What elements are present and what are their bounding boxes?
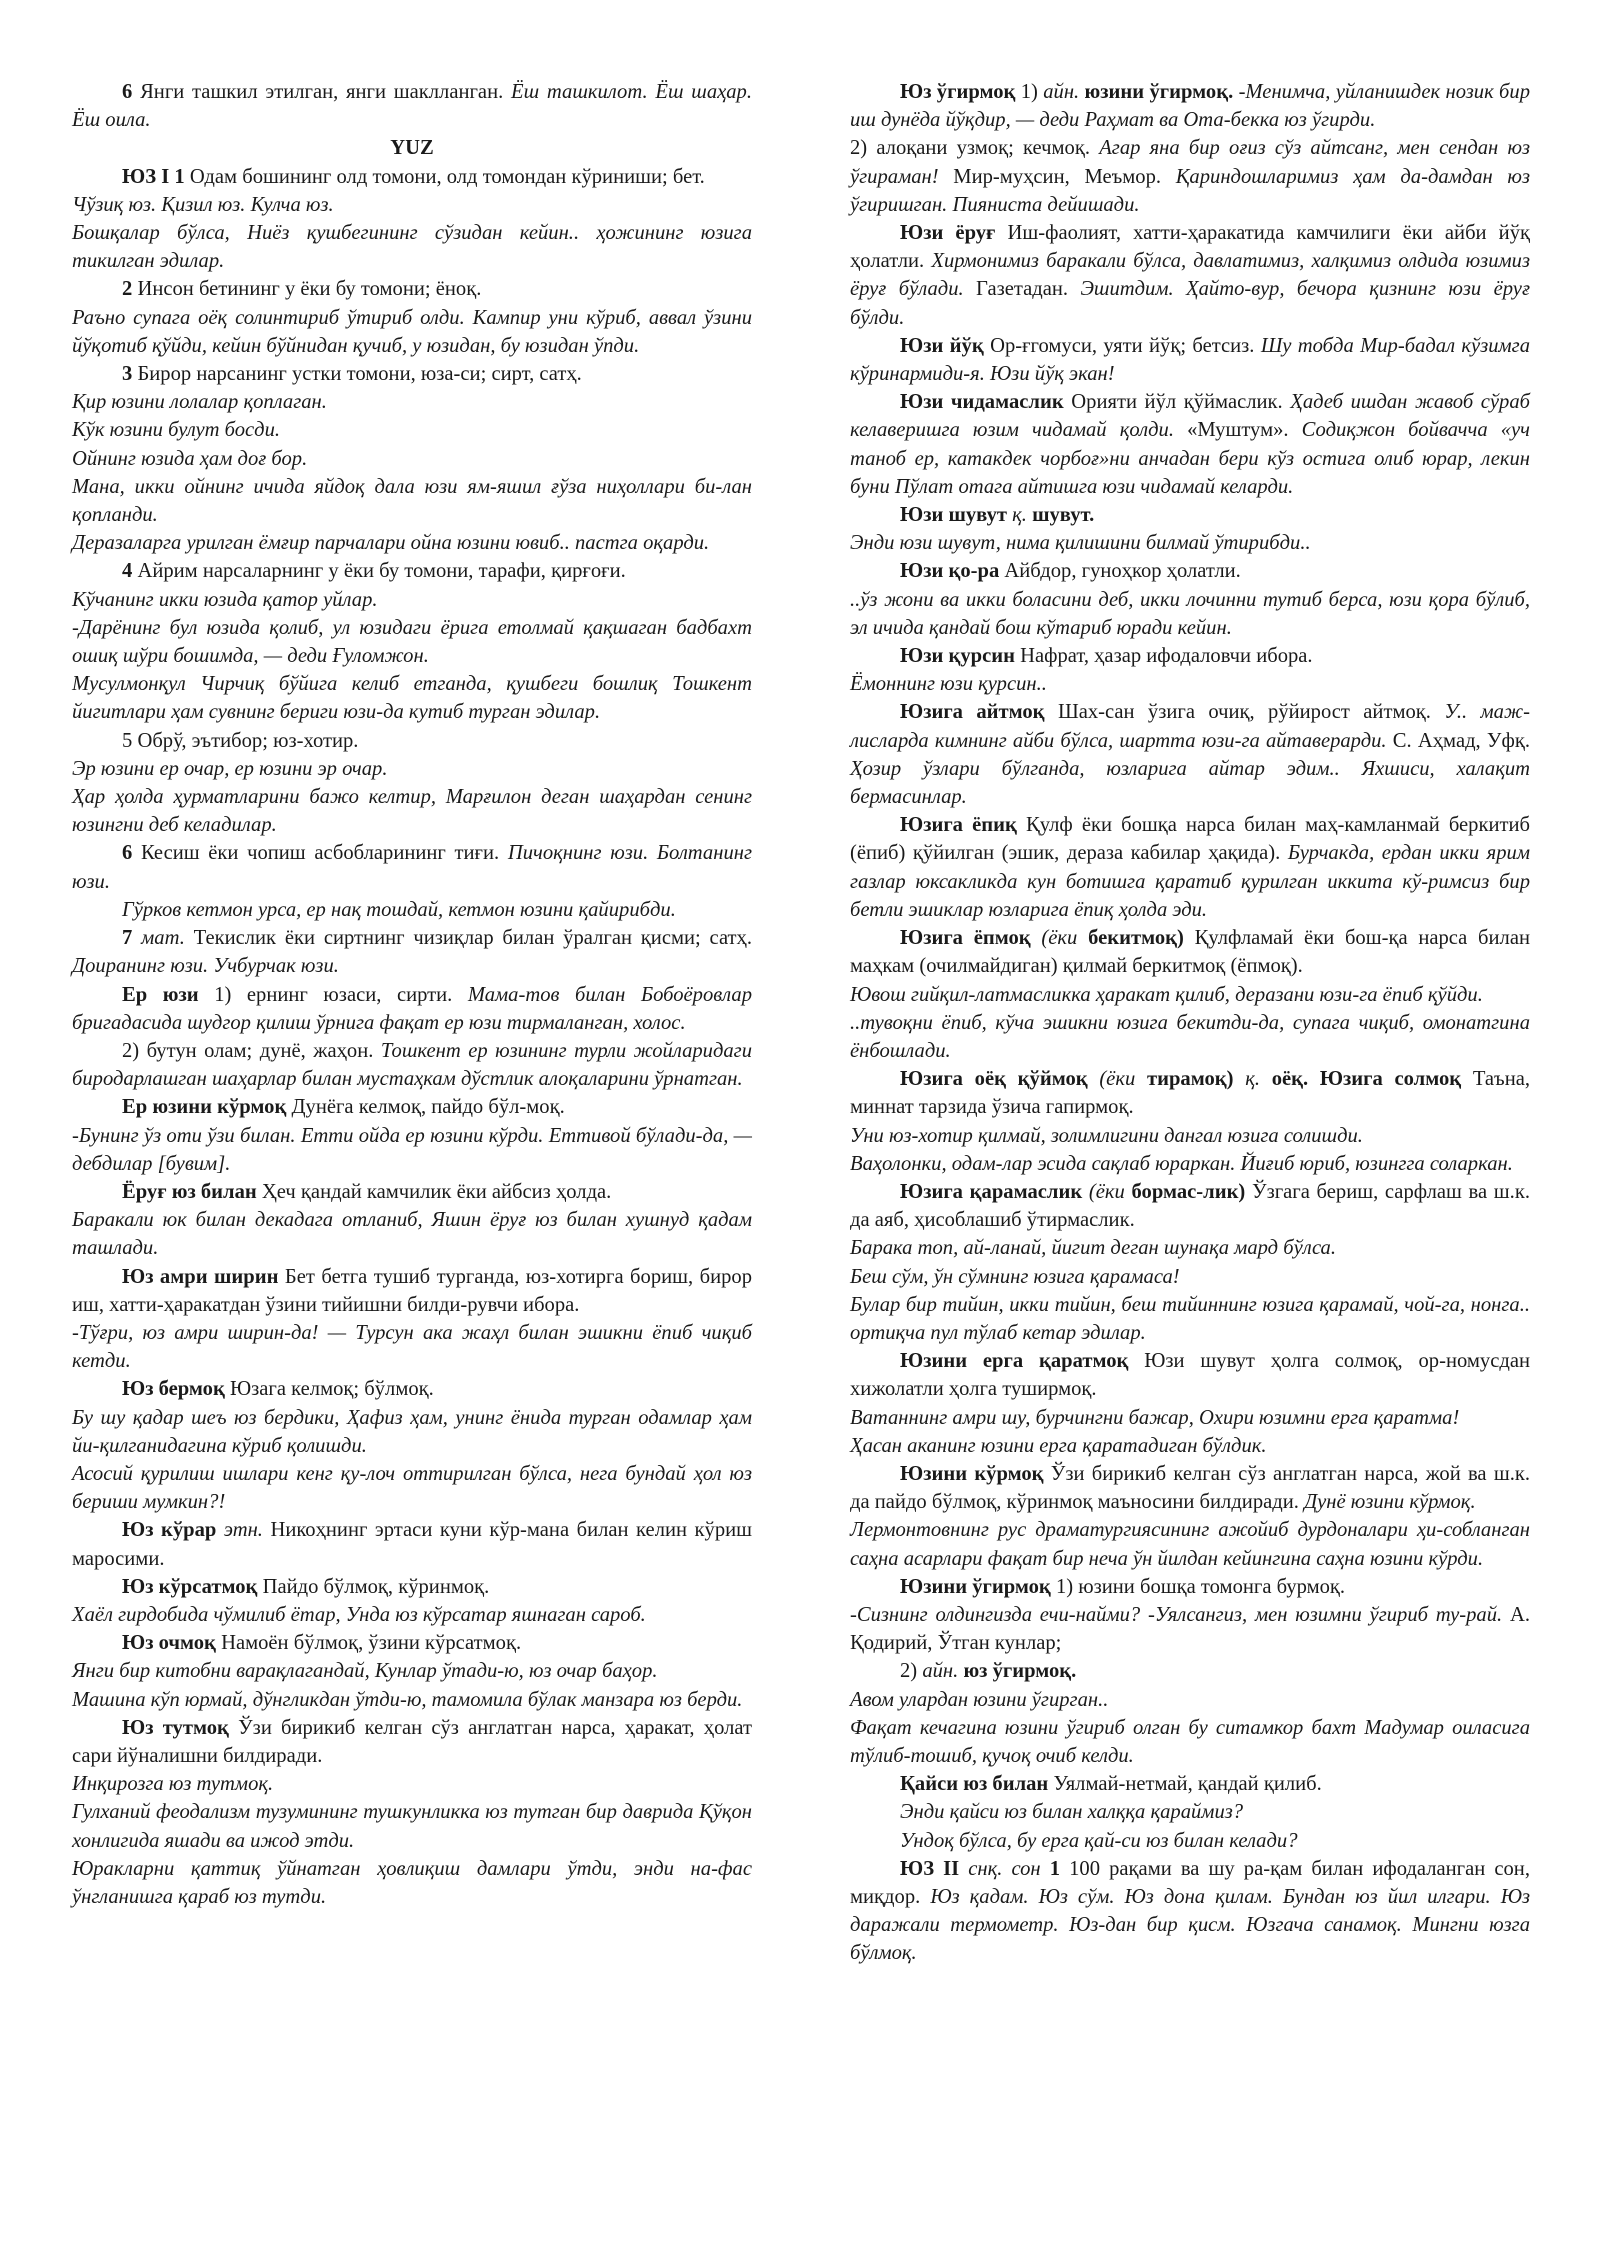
definition-text [1041,1858,1050,1880]
dictionary-paragraph [850,586,1530,642]
example-text: Ҳасан аканинг юзини ерга қаратадиган бўлдик. [850,1434,1267,1457]
definition-text: Орияти йўл қўймаслик. [1063,391,1291,414]
example-text: Ҳар ҳолда ҳурматларини бажо келтир, Марғилон деган шаҳардан сенинг юзингни деб келадилар. [72,786,752,837]
headword: Юзини ерга қаратмоқ [900,1350,1129,1373]
headword: Юзи йўқ [900,334,984,357]
definition-text [959,1858,968,1880]
dictionary-paragraph [850,1573,1530,1601]
example-text: Мана, икки ойнинг ичида яйдоқ дала юзи ям-яшил ғўза ниҳоллари би-лан қопланди. [72,475,752,527]
headword: Юзига ёпиқ [900,814,1017,837]
dictionary-paragraph [850,557,1530,585]
dictionary-paragraph [850,332,1530,388]
example-text: Ёмоннинг юзи қурсин.. [850,673,1047,696]
headword: Юз очмоқ [122,1632,216,1655]
dictionary-paragraph [72,360,752,388]
definition-text: Қулф ёки бошқа нарса билан маҳ-камланмай беркитиб (ёпиб) қўйилган (эшик, дераза кабилар ҳақида). [850,814,1530,865]
dictionary-paragraph [850,1855,1530,1968]
dictionary-paragraph [850,219,1530,332]
dictionary-paragraph [72,1375,752,1403]
headword: юзини ўгирмоқ. [1084,81,1234,103]
definition-text: Бет бетга тушиб турганда, юз-хотирга бориш, бирор иш, хатти-ҳаракатдан ўзини тийишни билди-рувчи ибора. [72,1265,752,1316]
dictionary-paragraph [850,1827,1530,1855]
dictionary-paragraph [72,1178,752,1206]
dictionary-paragraph [72,1657,752,1685]
definition-text: 2) бутун олам; дунё, жаҳон. [122,1039,381,1062]
definition-text: Газетадан. [963,278,1081,301]
dictionary-paragraph [72,1460,752,1516]
example-text: этн. [223,1519,263,1542]
dictionary-paragraph [72,1770,752,1798]
headword: Юз кўрсатмоқ [122,1575,258,1598]
definition-text: Бирор нарсанинг устки томони, юза-си; сирт, сатҳ. [132,363,582,386]
example-text: У.. маж-лисларда кимнинг айби бўлса, шартта юзи-га айтаверарди. [850,701,1530,752]
dictionary-paragraph [850,1291,1530,1347]
example-text: Эр юзини ер очар, ер юзини эр очар. [72,757,388,780]
example-text: Уни юз-хотир қилмай, золимлигини дангал юзига солишди. [850,1124,1363,1147]
definition-text: Никоҳнинг эртаси куни кўр-мана билан келин кўриш маросими. [72,1519,753,1570]
definition-text: Ўзи бирикиб келган сўз англатган нарса, жой ва ш.к. да пайдо бўлмоқ, кўринмоқ маъносини билдиради. [850,1462,1530,1514]
example-text: Юракларни қаттиқ ўйнатган ҳовлиқиш дамлари ўтди, энди на-фас ўнгланишга қараб юз тутди. [72,1857,752,1908]
dictionary-paragraph [72,1093,752,1121]
definition-text: Ор-ғгомуси, уяти йўқ; бетсиз. [983,334,1261,357]
example-text: Ваҳолонки, одам-лар эсида сақлаб юраркан. Йиғиб юриб, юзингга соларкан. [850,1152,1513,1175]
dictionary-paragraph [72,1714,752,1770]
definition-text: Нафрат, ҳазар ифодаловчи ибора. [1014,645,1313,668]
headword: 6 [122,842,133,865]
headword: Юзини ўгирмоқ [900,1575,1051,1598]
dictionary-paragraph [850,1714,1530,1770]
definition-text: 100 рақами ва шу ра-қам билан ифодаланган сон, миқдор. [850,1857,1530,1908]
example-text: Ойнинг юзида ҳам доғ бор. [72,447,308,470]
headword: Юзи қо-ра [900,560,1000,583]
example-text: мат. [141,927,185,950]
dictionary-paragraph [72,473,752,529]
example-text: Қариндошларимиз ҳам да-дамдан юз ўгиришган. Пияниста дейишади. [850,165,1530,216]
definition-text: Таъна, миннат тарзида ўзича гапирмоқ. [850,1068,1530,1119]
dictionary-paragraph [850,1234,1530,1262]
example-text: ..ўз жони ва икки боласини деб, икки лочинни тутиб берса, юзи қора бўлиб, эл ичида қандай бош кўтариб юради кейин. [850,588,1530,639]
example-text: Машина кўп юрмай, дўнгликдан ўтди-ю, тамомила бўлак манзара юз берди. [72,1688,743,1711]
dictionary-paragraph [72,191,752,219]
headword: 7 [122,927,133,950]
headword: Ер юзи [122,983,199,1006]
dictionary-paragraph [850,981,1530,1009]
example-text: Беш сўм, ўн сўмнинг юзига қарамаса! [850,1265,1180,1288]
headword: юз ўгирмоқ. [963,1660,1077,1683]
dictionary-paragraph [72,1206,752,1262]
dictionary-paragraph [72,614,752,670]
example-text: Мама-тов билан Бобоёровлар бригадасида шудгор қилиш ўрнига фақат ер юзи тирмаланган, холос. [72,983,753,1034]
headword: Юз кўрар [122,1519,217,1542]
definition-text: 1) юзини бошқа томонга бурмоқ. [1050,1575,1346,1598]
headword: ЮЗ II [900,1857,960,1880]
example-text: Ювош гийқил-латмасликка ҳаракат қилиб, деразани юзи-га ёпиб қўйди. [850,983,1483,1006]
example-text: Ҳозир ўзлари бўлганда, юзларига айтар эдим.. Яхшиси, халақит бермасинлар. [850,757,1530,809]
dictionary-paragraph [850,1601,1530,1657]
definition-text [216,1519,224,1541]
headword: Юзига айтмоқ [900,701,1045,724]
dictionary-paragraph [850,1122,1530,1150]
example-text: Мусулмонқул Чирчиқ бўйига келиб етганда, қушбеги бошлиқ Тошкент йигитлари ҳам сувнинг бериги юзи-да кутиб турган эдилар. [72,673,752,724]
definition-text [132,927,141,949]
example-text: айн. [922,1660,959,1683]
headword: Юзи қурсин [900,645,1015,668]
dictionary-paragraph [72,755,752,783]
dictionary-paragraph [72,896,752,924]
definition-text: Мир-муҳсин, Меъмор. [938,165,1176,188]
headword: YUZ [390,137,434,160]
dictionary-paragraph [72,78,752,134]
headword: шувут. [1032,504,1095,527]
headword: 2 [122,278,133,301]
dictionary-paragraph [850,1009,1530,1065]
definition-text [1082,1181,1089,1203]
example-text: қ. [1245,1068,1260,1091]
headword: 3 [122,363,133,386]
example-text: Гулханий феодализм тузумининг тушкунликка юз тутган бир даврида Қўқон хонлигида яшади ва ижод этди. [72,1801,752,1852]
headword: Юз бермоқ [122,1378,225,1401]
definition-text [1077,927,1088,949]
dictionary-paragraph [72,163,752,191]
headword: 6 [122,81,133,103]
example-text: Бурчакда, ердан икки ярим газлар юксакликда кун ботишга қаратиб қурилган иккита кў-римсиз бир бетли эшиклар юзларига ёпиқ ҳолда эди. [850,842,1530,921]
headword: Юз тутмоқ [122,1716,229,1739]
dictionary-paragraph [850,78,1530,134]
definition-text [1260,1068,1272,1090]
example-text: Лермонтовнинг рус драматургиясининг ажойиб дурдоналари ҳи-собланган саҳна асарлари фақат бир неча ўн йилдан кейингина саҳна юзини кўрди. [850,1519,1530,1570]
definition-text: Ҳеч қандай камчилик ёки айбсиз ҳолда. [256,1180,612,1203]
example-text: -Менимча, уйланишдек нозик бир иш дунёда йўқдир, — деди Раҳмат ва Ота-бекка юз ўгирди. [850,81,1531,132]
dictionary-paragraph [850,1770,1530,1798]
definition-text: Юзага келмоқ; бўлмоқ. [224,1378,434,1401]
example-text: (ёки [1041,927,1078,950]
dictionary-paragraph [850,1347,1530,1403]
example-text: Баракали юк билан декадага отланиб, Яшин ёруғ юз билан хушнуд қадам ташлади. [72,1209,752,1260]
example-text: Дунё юзини кўрмоқ. [1304,1491,1476,1514]
dictionary-paragraph [72,1122,752,1178]
headword: 1 [1049,1857,1061,1880]
headword: Юзига оёқ қўймоқ [900,1068,1088,1091]
dictionary-paragraph [72,529,752,557]
example-text: Ҳадеб ишдан жавоб сўраб келаверишга юзим чидамай қолди. [850,391,1530,442]
definition-text: 1) ернинг юзаси, сирти. [198,983,468,1006]
definition-text: Шах-сан ўзига очиқ, рўйирост айтмоқ. [1044,701,1445,724]
definition-text: Ўзгага бериш, сарфлаш ва ш.к. да аяб, ҳисоблашиб ўтирмаслик. [850,1180,1530,1232]
example-text: Тошкент ер юзининг турли жойларидаги биродарлашган шаҳарлар билан мустаҳкам дўстлик алоқаларини ўрнатган. [72,1039,752,1091]
definition-text: Инсон бетининг у ёки бу томони; ёноқ. [132,278,482,301]
example-text: Чўзиқ юз. Қизил юз. Кулча юз. [72,193,334,216]
example-text: Агар яна бир оғиз сўз айтсанг, мен сендан юз ўгираман! [850,137,1530,188]
example-text: Авом улардан юзини ўгирган.. [850,1688,1109,1711]
definition-text: Янги ташкил этилган, янги шаклланган. [132,81,512,103]
dictionary-paragraph [850,1150,1530,1178]
definition-text: Текислик ёки сиртнинг чизиқлар билан ўралган қисми; сатҳ. [184,927,752,950]
dictionary-paragraph [72,1404,752,1460]
dictionary-paragraph [72,727,752,755]
definition-text: Уялмай-нетмай, қандай қилиб. [1048,1773,1322,1796]
headword: тирамоқ) [1146,1068,1234,1091]
dictionary-paragraph [72,557,752,585]
definition-text: Кесиш ёки чопиш асбобларининг тиғи. [132,842,508,865]
example-text: Кўчанинг икки юзида қатор уйлар. [72,588,378,611]
definition-text: Ўзи бирикиб келган сўз англатган нарса, ҳаракат, ҳолат сари йўналишни билдиради. [72,1716,752,1767]
dictionary-paragraph [72,1601,752,1629]
dictionary-paragraph [72,783,752,839]
right-column [850,78,1530,2218]
example-text: Ватаннинг амри шу, бурчингни бажар, Охири юзимни ерга қаратма! [850,1406,1460,1429]
definition-text [1135,1068,1147,1090]
definition-text [1125,1181,1132,1203]
definition-text [1088,1068,1100,1090]
dictionary-paragraph [850,698,1530,811]
definition-text: Қулфламай ёки бош-қа нарса билан маҳкам (очилмайдиган) қилмай беркитмоқ (ёпмоқ). [850,927,1530,978]
headword: оёқ. Юзига солмоқ [1271,1068,1462,1091]
dictionary-paragraph [72,1573,752,1601]
definition-text: Намоён бўлмоқ, ўзини кўрсатмоқ. [215,1632,522,1655]
example-text: Энди юзи шувут, нима қилишини билмай ўтирибди.. [850,532,1311,555]
dictionary-paragraph [72,445,752,473]
example-text: Деразаларга урилган ёмғир парчалари ойна юзини ювиб.. пастга оқарди. [72,532,710,555]
example-text: Барака топ, ай-ланай, йигит деган шунақа мард бўлса. [850,1237,1336,1260]
example-text: Асосий қурилиш ишлари кенг қу-лоч оттирилган бўлса, нега бундай ҳол юз бериши мумкин?! [72,1462,752,1514]
dictionary-paragraph [72,586,752,614]
dictionary-paragraph [850,1798,1530,1826]
headword: Юзига ёпмоқ [900,927,1031,950]
dictionary-paragraph [850,1460,1530,1516]
dictionary-paragraph [850,670,1530,698]
definition-text: Одам бошининг олд томони, олд томондан кўриниши; бет. [184,165,705,188]
dictionary-paragraph [72,981,752,1037]
dictionary-paragraph [72,670,752,726]
headword: Юзи чидамаслик [900,391,1064,414]
example-text: (ёки [1088,1180,1125,1203]
headword: 4 [122,560,133,583]
dictionary-paragraph [850,642,1530,670]
dictionary-paragraph [72,388,752,416]
dictionary-paragraph [850,501,1530,529]
headword: бекитмоқ) [1088,927,1184,950]
dictionary-paragraph [72,1037,752,1093]
dictionary-paragraph [850,134,1530,219]
headword: Қайси юз билан [900,1773,1049,1796]
example-text: -Тўғри, юз амри ширин-да! — Турсун ака жаҳл билан эшикни ёпиб чиқиб кетди. [72,1321,752,1373]
left-column [72,78,752,2218]
example-text: Содиқжон бойвачча «уч таноб ер, катакдек чорбоғ»ни анчадан бери кўз остига олиб юрар, лекин буни Пўлат отага айтишга юзи чидамай келарди. [850,419,1530,498]
dictionary-paragraph [72,839,752,895]
definition-text: 2) алоқани узмоқ; кечмоқ. [850,137,1100,160]
definition-text: Пайдо бўлмоқ, кўринмоқ. [257,1575,490,1598]
dictionary-paragraph [72,1263,752,1319]
headword: Юзини кўрмоқ [900,1462,1044,1485]
example-text: Фақат кечагина юзини ўгириб олган бу ситамкор бахт Мадумар оиласига тўлиб-тошиб, қучоқ очиб келди. [850,1716,1530,1767]
dictionary-paragraph [850,1178,1530,1234]
example-text: -Бунинг ўз оти ўзи билан. Етти ойда ер юзини кўрди. Еттивой бўлади-да, — дебдилар [бувим]. [72,1124,752,1175]
example-text: Гўрков кетмон урса, ер нақ тошдай, кетмон юзини қайирибди. [122,898,676,921]
example-text: Энди қайси юз билан халққа қараймиз? [900,1801,1244,1824]
dictionary-paragraph [850,924,1530,980]
definition-text [1233,1068,1245,1090]
dictionary-paragraph [850,1686,1530,1714]
dictionary-paragraph [850,1263,1530,1291]
dictionary-page [72,78,1530,2218]
example-text: Кўк юзини булут босди. [72,419,281,442]
headword: бормас-лик) [1131,1180,1246,1203]
example-text: Инқирозга юз тутмоқ. [72,1773,274,1796]
example-text: Ёш ташкилот. Ёш шаҳар. Ёш оила. [72,81,752,132]
example-text: Хирмонимиз баракали бўлса, давлатимиз, халқимиз олдида юзимиз ёруғ бўлади. [850,250,1530,301]
example-text: (ёки [1099,1068,1136,1091]
example-text: Раъно супага оёқ солинтириб ўтириб олди. Кампир уни кўриб, аввал ўзини йўқотиб қўйди, кейин бўйнидан қучиб, у юзидан, бу юзидан ўпди. [72,306,752,357]
definition-text: Иш-фаолият, хатти-ҳаракатида камчилиги ёки айби йўқ ҳолатли. [850,222,1530,273]
definition-text: С. Аҳмад, Уфқ. [1386,729,1530,752]
definition-text: «Муштум». [1173,419,1302,442]
example-text: Хаёл гирдобида чўмилиб ётар, Унда юз кўрсатар яшнаган сароб. [72,1603,646,1626]
headword: Юзи шувут [900,504,1007,527]
dictionary-paragraph [72,1629,752,1657]
headword: Юзи ёруғ [900,222,996,245]
definition-text: 5 Обрў, эътибор; юз-хотир. [122,729,359,752]
dictionary-paragraph [72,1319,752,1375]
dictionary-paragraph [850,1404,1530,1432]
dictionary-paragraph [850,1516,1530,1572]
dictionary-paragraph [72,1798,752,1854]
dictionary-paragraph [850,529,1530,557]
definition-text: 1) [1015,81,1044,103]
dictionary-paragraph [72,134,752,162]
example-text: Ундоқ бўлса, бу ерга қай-си юз билан келади? [900,1829,1298,1852]
dictionary-paragraph [850,388,1530,501]
headword: Юз ўгирмоқ [900,81,1016,103]
headword: Ёруғ юз билан [122,1180,257,1203]
definition-text: Дунёга келмоқ, пайдо бўл-моқ. [286,1096,565,1119]
definition-text [1031,927,1042,949]
example-text: Шу тобда Мир-бадал кўзимга кўринармиди-я. Юзи йўқ экан! [850,334,1530,386]
headword: Ер юзини кўрмоқ [122,1096,287,1119]
example-text: -Сизнинг олдингизда ечи-найми? -Уялсангиз, мен юзимни ўгириб ту-рай. [850,1603,1503,1626]
dictionary-paragraph [72,416,752,444]
dictionary-paragraph [850,811,1530,924]
definition-text: Айрим нарсаларнинг у ёки бу томони, тарафи, қирғоғи. [132,560,626,583]
dictionary-paragraph [72,275,752,303]
example-text: Доиранинг юзи. Учбурчак юзи. [72,955,339,978]
example-text: Қир юзини лолалар қоплаган. [72,391,327,414]
dictionary-paragraph [72,219,752,275]
example-text: снқ. сон [968,1857,1041,1880]
example-text: Бошқалар бўлса, Ниёз қушбегининг сўзидан кейин.. ҳожининг юзига тикилган эдилар. [72,222,752,273]
example-text: айн. [1043,81,1080,103]
dictionary-paragraph [850,1657,1530,1685]
dictionary-paragraph [72,304,752,360]
dictionary-paragraph [72,924,752,980]
definition-text: А. Қодирий, Ўтган кунлар; [850,1603,1531,1655]
definition-text: Айбдор, гуноҳкор ҳолатли. [999,560,1241,583]
headword: Юзига қарамаслик [900,1180,1083,1203]
example-text: Бу шу қадар шеъ юз бердики, Ҳафиз ҳам, унинг ёнида турган одамлар ҳам йи-қилганидагина кўриб қолишди. [72,1406,752,1457]
headword: ЮЗ I 1 [122,165,185,188]
dictionary-paragraph [850,1432,1530,1460]
dictionary-paragraph [72,1516,752,1572]
example-text: -Дарёнинг бул юзида қолиб, ул юзидаги ёрига етолмай қақшаган бадбахт ошиқ шўри бошимда, — деди Ғуломжон. [72,616,752,668]
definition-text: 2) [900,1660,923,1683]
example-text: Янги бир китобни варақлагандай, Кунлар ўтади-ю, юз очар баҳор. [72,1660,658,1683]
example-text: ..тувоқни ёпиб, кўча эшикни юзига бекитди-да, супага чиқиб, омонатгина ёнбошлади. [850,1011,1530,1062]
example-text: Эшитдим. Ҳайто-вур, бечора қизнинг юзи ёруғ бўлди. [850,278,1530,329]
headword: Юз амри ширин [122,1265,279,1288]
example-text: Булар бир тийин, икки тийин, беш тийиннинг юзига қарамай, чой-га, нонга.. ортиқча пул тўлаб кетар эдилар. [850,1293,1530,1344]
example-text: қ. [1012,504,1027,527]
example-text: Юз қадам. Юз сўм. Юз дона қилам. Бундан юз йил илгари. Юз даражали термометр. Юз-дан бир қисм. Юзгача санамоқ. Мингни юзга бўлмоқ. [850,1886,1530,1965]
dictionary-paragraph [850,1065,1530,1121]
dictionary-paragraph [72,1686,752,1714]
definition-text: Юзи шувут ҳолга солмоқ, ор-номусдан хижолатли ҳолга туширмоқ. [850,1350,1530,1401]
dictionary-paragraph [72,1855,752,1911]
example-text: Пичоқнинг юзи. Болтанинг юзи. [72,842,752,893]
